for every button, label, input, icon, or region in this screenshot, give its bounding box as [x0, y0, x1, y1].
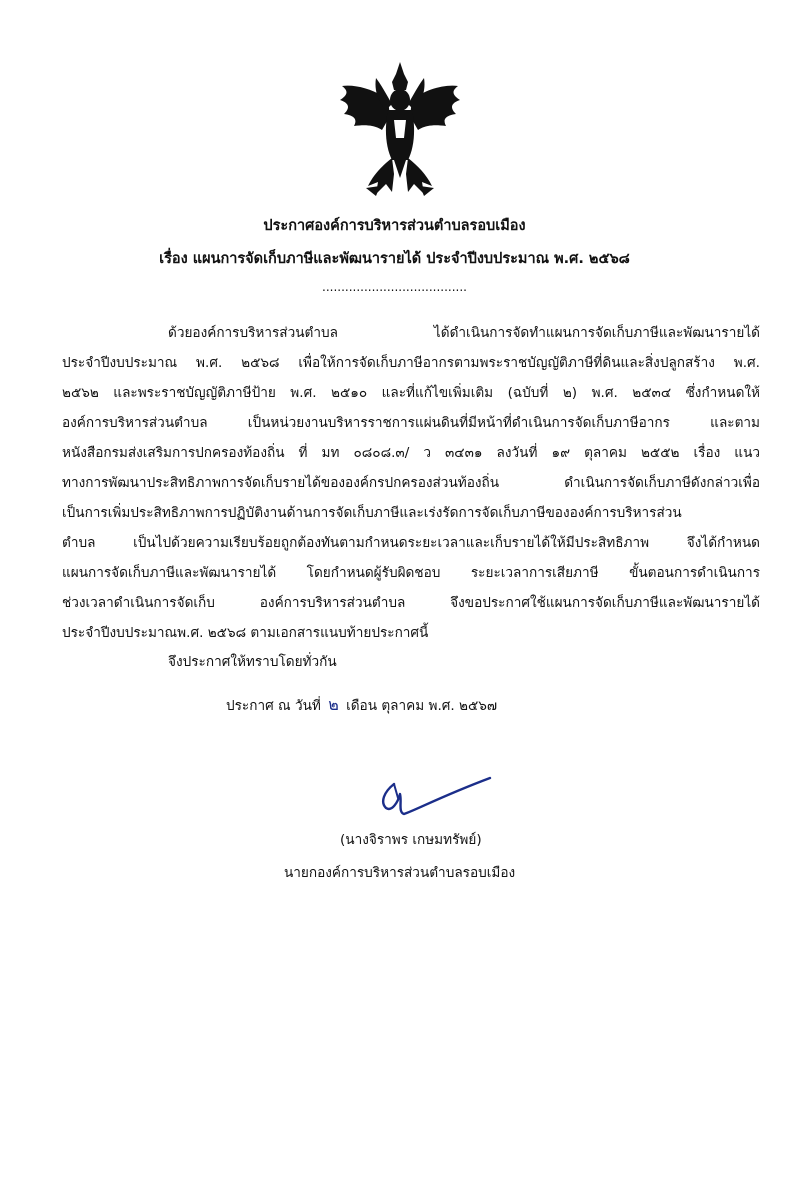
- announcement-title: ประกาศองค์การบริหารส่วนตำบลรอบเมือง: [263, 218, 526, 234]
- title-separator: ......................................: [322, 280, 467, 294]
- body-line: ทางการพัฒนาประสิทธิภาพการจัดเก็บรายได้ขององค์กรปกครองส่วนท้องถิ่น ดำเนินการจัดเก็บภาษีดังกล่าวเพื่อ: [62, 475, 760, 491]
- body-line: ๒๕๖๒ และพระราชบัญญัติภาษีป้าย พ.ศ. ๒๕๑๐ และที่แก้ไขเพิ่มเติม (ฉบับที่ ๒) พ.ศ. ๒๕๓๔ ซึ่งกำหนดให้: [62, 385, 760, 401]
- body-line: หนังสือกรมส่งเสริมการปกครองท้องถิ่น ที่ มท ๐๘๐๘.๓/ ว ๓๔๓๑ ลงวันที่ ๑๙ ตุลาคม ๒๕๕๒ เรื่อง แนว: [62, 445, 760, 461]
- garuda-emblem-icon: [336, 60, 464, 200]
- body-line: ตำบล เป็นไปด้วยความเรียบร้อยถูกต้องทันตามกำหนดระยะเวลาและเก็บรายได้ให้มีประสิทธิภาพ จึงได้กำหนด: [62, 535, 760, 551]
- issue-date-suffix: เดือน ตุลาคม พ.ศ. ๒๕๖๗: [346, 698, 498, 714]
- body-line: เป็นการเพิ่มประสิทธิภาพการปฏิบัติงานด้านการจัดเก็บภาษีและเร่งรัดการจัดเก็บภาษีขององค์การบริหารส่วน: [62, 505, 682, 521]
- announcement-subject: เรื่อง แผนการจัดเก็บภาษีและพัฒนารายได้ ประจำปีงบประมาณ พ.ศ. ๒๕๖๘: [159, 251, 630, 267]
- body-line: องค์การบริหารส่วนตำบล เป็นหน่วยงานบริหารราชการแผ่นดินที่มีหน้าที่ดำเนินการจัดเก็บภาษีอากร และตาม: [62, 415, 760, 431]
- body-line: แผนการจัดเก็บภาษีและพัฒนารายได้ โดยกำหนดผู้รับผิดชอบ ระยะเวลาการเสียภาษี ขั้นตอนการดำเนินการ: [62, 565, 760, 581]
- issue-date-prefix: ประกาศ ณ วันที่: [226, 698, 321, 714]
- signer-position: นายกองค์การบริหารส่วนตำบลรอบเมือง: [284, 865, 516, 881]
- closing-statement: จึงประกาศให้ทราบโดยทั่วกัน: [168, 654, 337, 670]
- body-line: ประจำปีงบประมาณ พ.ศ. ๒๕๖๘ เพื่อให้การจัดเก็บภาษีอากรตามพระราชบัญญัติภาษีที่ดินและสิ่งปลูกสร้าง พ.ศ.: [62, 355, 760, 371]
- body-line: ประจำปีงบประมาณพ.ศ. ๒๕๖๘ ตามเอกสารแนบท้ายประกาศนี้: [62, 625, 429, 641]
- signer-name: (นางจิราพร เกษมทรัพย์): [340, 832, 482, 848]
- body-line: ด้วยองค์การบริหารส่วนตำบล ได้ดำเนินการจัดทำแผนการจัดเก็บภาษีและพัฒนารายได้: [168, 325, 760, 341]
- issue-day-handwritten: ๒: [328, 695, 339, 714]
- handwritten-signature: [372, 772, 496, 820]
- issue-date: [226, 693, 497, 718]
- body-line: ช่วงเวลาดำเนินการจัดเก็บ องค์การบริหารส่วนตำบล จึงขอประกาศใช้แผนการจัดเก็บภาษีและพัฒนารายได้: [62, 595, 760, 611]
